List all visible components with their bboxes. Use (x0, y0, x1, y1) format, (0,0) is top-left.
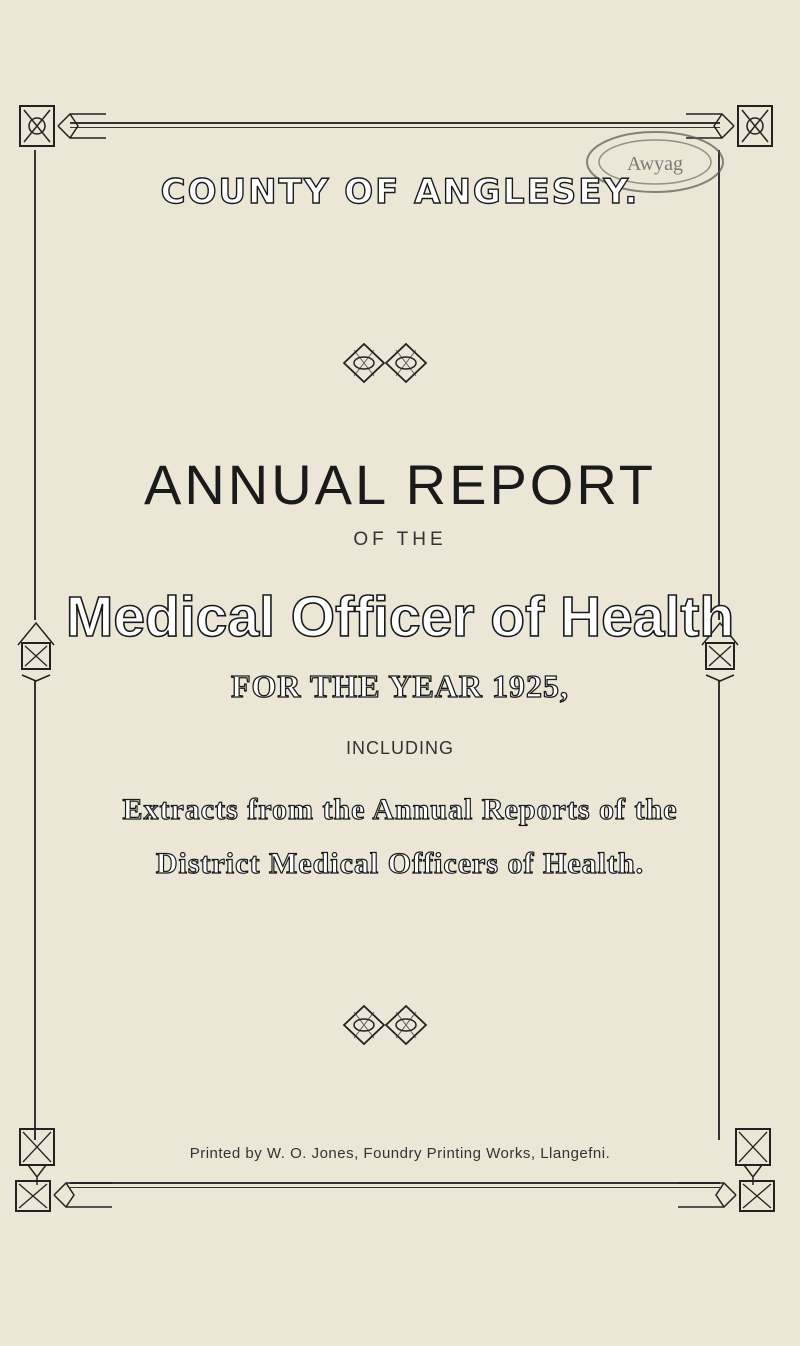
annual-report-title: ANNUAL REPORT (144, 453, 656, 516)
bottom-border-line-inner (70, 1187, 720, 1188)
corner-ornament-bottom-right (676, 1125, 776, 1215)
medical-officer-title: Medical Officer of Health (65, 585, 735, 649)
for-the-year-line: FOR THE YEAR 1925, (230, 668, 570, 704)
corner-ornament-bottom-left (14, 1125, 114, 1215)
including-label: INCLUDING (345, 738, 454, 758)
bottom-border-line (70, 1182, 720, 1184)
extracts-line-1: Extracts from the Annual Reports of the (122, 793, 678, 826)
corner-ornament-top-left (18, 100, 108, 155)
extracts-line-2: District Medical Officers of Health. (155, 847, 645, 880)
of-the-label: OF THE (353, 529, 447, 550)
printer-imprint: Printed by W. O. Jones, Foundry Printing Works, Llangefni. (189, 1145, 611, 1162)
knot-ornament-top (340, 338, 430, 388)
library-stamp-text: Awyag (627, 153, 683, 175)
knot-ornament-bottom (340, 1000, 430, 1050)
county-heading: COUNTY OF ANGLESEY. (160, 172, 640, 212)
